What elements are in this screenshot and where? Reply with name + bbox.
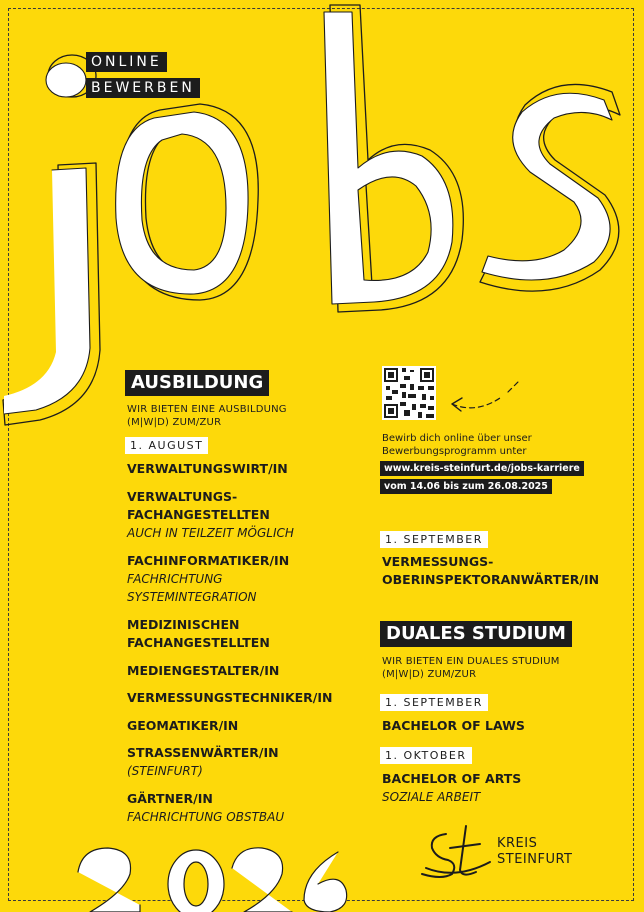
date-august: 1. AUGUST: [125, 437, 208, 454]
studium-sub-1: WIR BIETEN EIN DUALES STUDIUM: [382, 656, 560, 667]
job-medizinisch-2: FACHANGESTELLTEN: [127, 635, 270, 650]
date-september: 1. SEPTEMBER: [380, 531, 488, 548]
job-fachinformatiker-note-1: FACHRICHTUNG: [127, 572, 223, 586]
date-oktober: 1. OKTOBER: [380, 747, 472, 764]
apply-line-2: Bewerbungsprogramm unter: [382, 446, 527, 457]
job-gaertner: GÄRTNER/IN: [127, 791, 213, 806]
job-bachelor-laws: BACHELOR OF LAWS: [382, 718, 525, 733]
online-tag: ONLINE: [86, 52, 167, 72]
logo-line-1: KREIS: [497, 836, 538, 851]
job-verwaltungswirt: VERWALTUNGSWIRT/IN: [127, 461, 288, 476]
job-medizinisch-1: MEDIZINISCHEN: [127, 617, 240, 632]
qr-code-icon: [382, 366, 436, 420]
kreis-steinfurt-logo-icon: [416, 822, 494, 882]
apply-line-1: Bewirb dich online über unser: [382, 433, 532, 444]
job-vermessungstechniker: VERMESSUNGSTECHNIKER/IN: [127, 690, 333, 705]
job-verwaltungsfach-2: FACHANGESTELLTEN: [127, 507, 270, 522]
job-gaertner-note: FACHRICHTUNG OBSTBAU: [127, 810, 285, 824]
ausbildung-sub-2: (M|W|D) ZUM/ZUR: [127, 417, 222, 428]
apply-period: vom 14.06 bis zum 26.08.2025: [380, 479, 552, 494]
bewerben-tag: BEWERBEN: [86, 78, 200, 98]
job-strassenwaerter: STRASSENWÄRTER/IN: [127, 745, 279, 760]
date-september-studium: 1. SEPTEMBER: [380, 694, 488, 711]
logo-line-2: STEINFURT: [497, 852, 573, 867]
job-verwaltungsfach-note: AUCH IN TEILZEIT MÖGLICH: [127, 526, 294, 540]
job-fachinformatiker-note-2: SYSTEMINTEGRATION: [127, 590, 257, 604]
qr-code[interactable]: [382, 366, 436, 420]
job-vermessungs-2: OBERINSPEKTORANWÄRTER/IN: [382, 572, 600, 587]
job-vermessungs-1: VERMESSUNGS-: [382, 554, 494, 569]
job-strassenwaerter-note: (STEINFURT): [127, 764, 203, 778]
apply-url[interactable]: www.kreis-steinfurt.de/jobs-karriere: [380, 461, 584, 476]
job-fachinformatiker: FACHINFORMATIKER/IN: [127, 553, 290, 568]
logo-text: [497, 836, 573, 868]
job-verwaltungsfach-1: VERWALTUNGS-: [127, 489, 238, 504]
studium-sub-2: (M|W|D) ZUM/ZUR: [382, 669, 477, 680]
ausbildung-heading: AUSBILDUNG: [125, 370, 269, 396]
studium-heading: DUALES STUDIUM: [380, 621, 572, 647]
ausbildung-sub-1: WIR BIETEN EINE AUSBILDUNG: [127, 404, 287, 415]
job-mediengestalter: MEDIENGESTALTER/IN: [127, 663, 280, 678]
job-bachelor-arts: BACHELOR OF ARTS: [382, 771, 522, 786]
job-geomatiker: GEOMATIKER/IN: [127, 718, 239, 733]
job-bachelor-arts-note: SOZIALE ARBEIT: [382, 790, 481, 804]
